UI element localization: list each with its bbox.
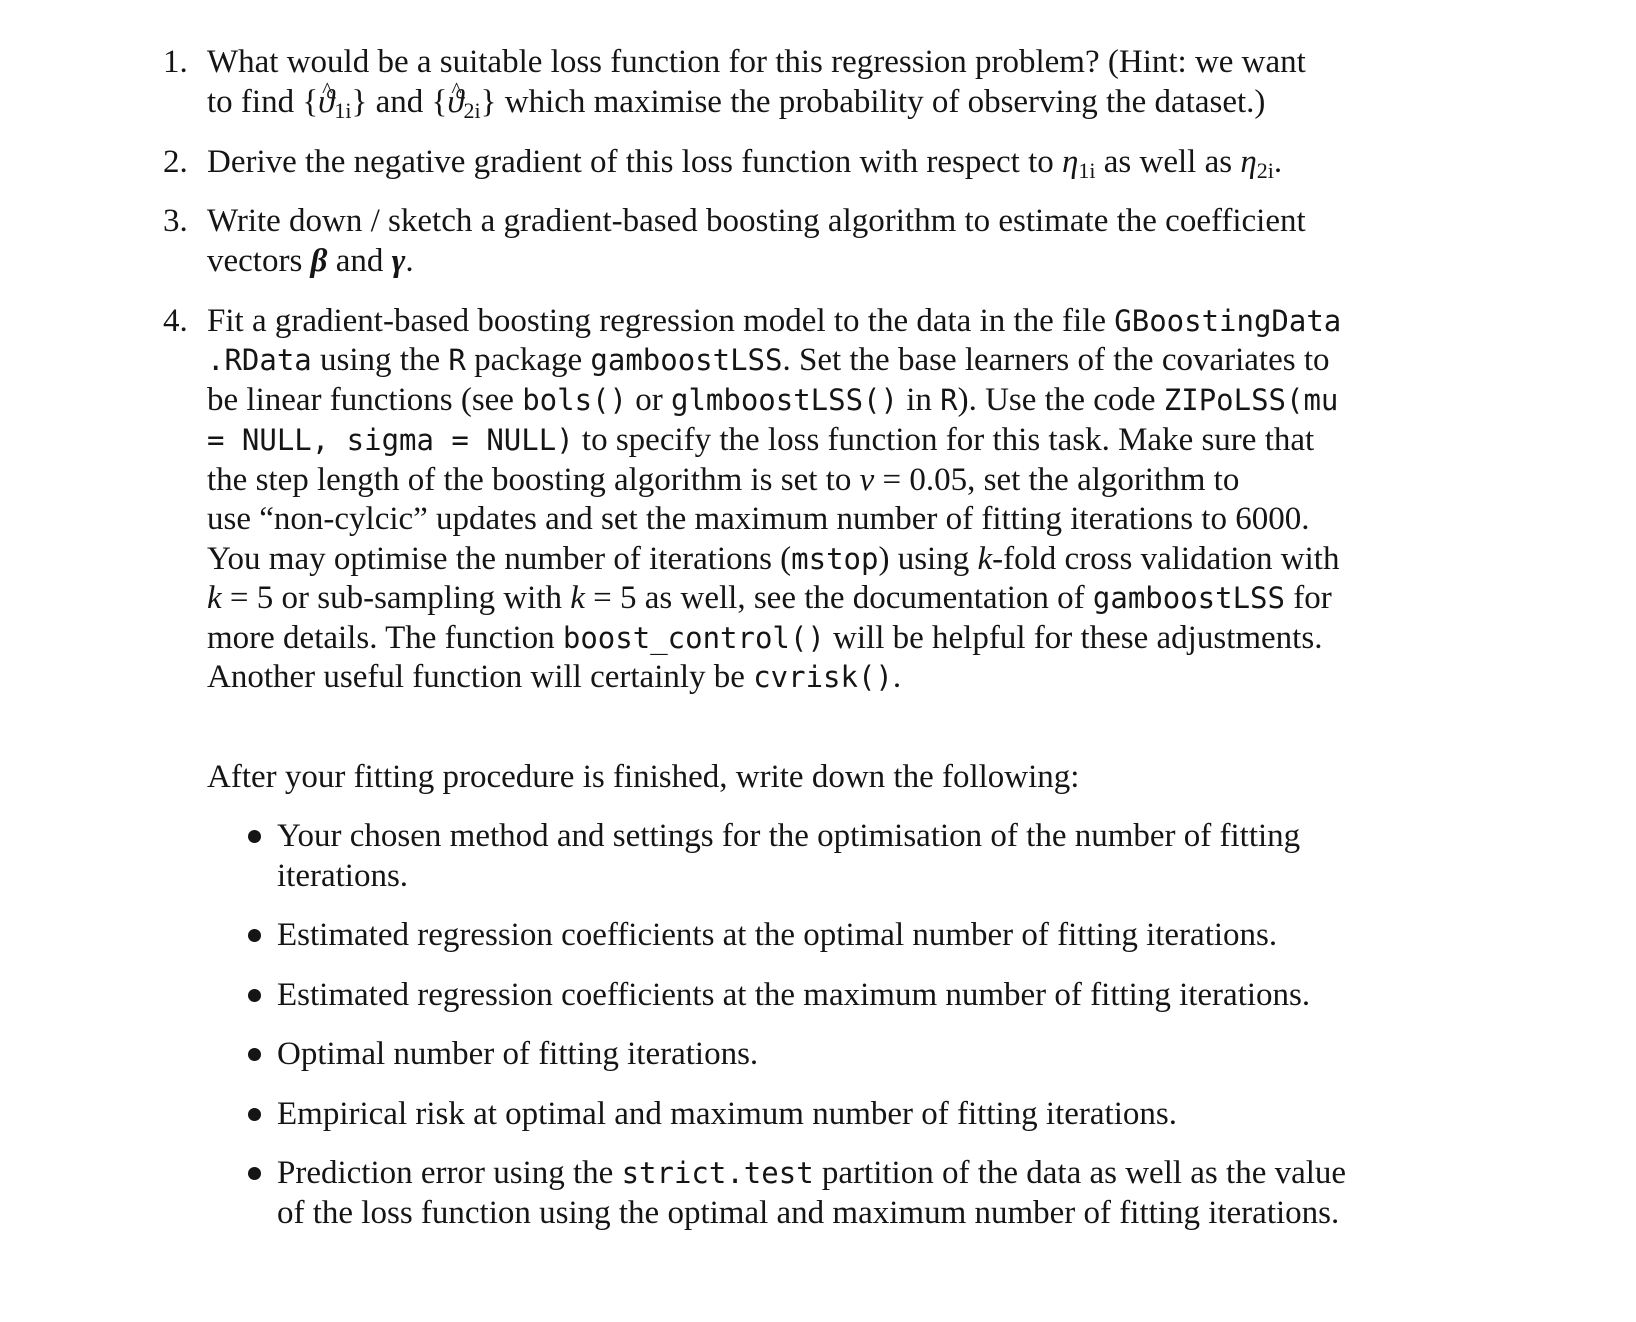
text-span: to find { <box>207 84 319 120</box>
text-span: Write down / sketch a gradient-based boosting algorithm to estimate the coefficient <box>207 203 1306 239</box>
code-text: GBoostingData <box>1114 304 1342 338</box>
text-span: } and { <box>351 84 448 120</box>
math-symbol: η <box>1062 144 1079 180</box>
text-span: What would be a suitable loss function for this regression problem? (Hint: we want <box>207 44 1306 80</box>
text-line <box>207 539 1339 579</box>
text-span: Estimated regression coefficients at the maximum number of fitting iterations. <box>277 977 1311 1013</box>
subscript: 1i <box>334 98 352 123</box>
math-symbol: k <box>977 541 993 577</box>
text-line <box>207 499 1309 539</box>
bullet-text <box>277 975 1310 1015</box>
text-span: . <box>892 659 902 695</box>
text-span: ). Use the code <box>957 382 1164 418</box>
text-span: = 0.05, set the algorithm to <box>874 462 1240 498</box>
text-span: to specify the loss function for this task. Make sure that <box>573 422 1315 458</box>
text-span: as well as <box>1095 144 1241 180</box>
text-span: Empirical risk at optimal and maximum number of fitting iterations. <box>277 1096 1177 1132</box>
text-span: } which maximise the probability of observing the dataset.) <box>480 84 1266 120</box>
text-span: Another useful function will certainly be <box>207 659 754 695</box>
text-span: -fold cross validation with <box>992 541 1340 577</box>
math-symbol: η <box>1240 144 1257 180</box>
text-span: vectors <box>207 243 311 279</box>
text-span: Prediction error using the <box>277 1155 622 1191</box>
text-span: and <box>327 243 392 279</box>
text-line <box>207 82 1265 122</box>
text-span: Fit a gradient-based boosting regression model to the data in the file <box>207 303 1115 339</box>
text-line <box>207 578 1332 618</box>
text-line <box>207 340 1330 380</box>
text-line <box>207 241 414 281</box>
text-span: You may optimise the number of iterations ( <box>207 541 792 577</box>
text-span: more details. The function <box>207 620 563 656</box>
text-line <box>207 657 901 697</box>
text-span: = 5 or sub-sampling with <box>221 580 571 616</box>
code-text: = NULL, sigma = NULL) <box>207 423 574 457</box>
text-line <box>207 380 1338 420</box>
bullet-text <box>277 1153 1346 1193</box>
bullet-icon <box>248 1108 261 1121</box>
text-span: . <box>1273 144 1283 180</box>
text-span: partition of the data as well as the value <box>813 1155 1347 1191</box>
text-span: Derive the negative gradient of this loss function with respect to <box>207 144 1063 180</box>
code-text: gamboostLSS <box>1092 581 1285 615</box>
math-symbol: k <box>570 580 585 616</box>
math-symbol: ^ ϑ <box>447 82 463 122</box>
text-span: Optimal number of fitting iterations. <box>277 1036 759 1072</box>
math-symbol: ^ ϑ <box>318 82 334 122</box>
item-number: 1. <box>163 44 188 80</box>
code-text: R <box>940 383 958 417</box>
math-symbol: ν <box>859 462 875 498</box>
text-span: for <box>1284 580 1332 616</box>
code-text: gamboostLSS <box>590 343 783 377</box>
code-text: mstop <box>791 542 879 576</box>
code-text: glmboostLSS() <box>670 383 898 417</box>
text-span: the step length of the boosting algorithm is set to <box>207 462 860 498</box>
text-span: be linear functions (see <box>207 382 523 418</box>
bullet-text <box>277 816 1300 856</box>
bullet-text <box>277 856 408 896</box>
bullet-icon <box>248 929 261 942</box>
item-number: 3. <box>163 203 188 239</box>
bullet-text <box>277 915 1277 955</box>
text-line <box>207 420 1314 460</box>
bullet-text <box>277 1193 1339 1233</box>
math-symbol: β <box>310 243 328 279</box>
text-line <box>207 142 1282 182</box>
item-number: 2. <box>163 144 188 180</box>
text-span: Your chosen method and settings for the optimisation of the number of fitting <box>277 818 1301 854</box>
item-number: 4. <box>163 303 188 339</box>
text-span: of the loss function using the optimal and maximum number of fitting iterations. <box>277 1195 1340 1231</box>
code-text: .RData <box>207 343 312 377</box>
bullet-icon <box>248 1167 261 1180</box>
code-text: ZIPoLSS(mu <box>1163 383 1339 417</box>
text-span: will be helpful for these adjustments. <box>824 620 1323 656</box>
text-span: package <box>465 342 591 378</box>
bullet-icon <box>248 1048 261 1061</box>
text-line <box>207 301 1341 341</box>
subscript: 2i <box>1256 158 1274 183</box>
code-text: cvrisk() <box>753 660 893 694</box>
math-symbol: k <box>207 580 222 616</box>
text-span: using the <box>311 342 449 378</box>
subscript: 1i <box>1078 158 1096 183</box>
text-span: . <box>405 243 414 279</box>
math-symbol: γ <box>391 243 406 279</box>
bullet-icon <box>248 830 261 843</box>
text-span: iterations. <box>277 858 409 894</box>
text-span: Estimated regression coefficients at the optimal number of fitting iterations. <box>277 917 1278 953</box>
bullet-text <box>277 1034 758 1074</box>
text-span: or <box>626 382 671 418</box>
text-span: use “non-cylcic” updates and set the maximum number of fitting iterations to 6000. <box>207 501 1310 537</box>
text-span: = 5 as well, see the documentation of <box>584 580 1093 616</box>
text-line <box>207 42 1306 82</box>
text-span: . Set the base learners of the covariates to <box>782 342 1330 378</box>
bullet-text <box>277 1094 1177 1134</box>
text-line <box>207 201 1306 241</box>
code-text: strict.test <box>621 1156 814 1190</box>
code-text: boost_control() <box>562 621 825 655</box>
text-span: in <box>897 382 941 418</box>
code-text: bols() <box>522 383 627 417</box>
section-heading: After your fitting procedure is finished, write down the following: <box>207 759 1080 795</box>
subscript: 2i <box>463 98 481 123</box>
text-line <box>207 618 1322 658</box>
text-line <box>207 460 1239 500</box>
text-span: ) using <box>878 541 978 577</box>
bullet-icon <box>248 989 261 1002</box>
code-text: R <box>448 343 466 377</box>
